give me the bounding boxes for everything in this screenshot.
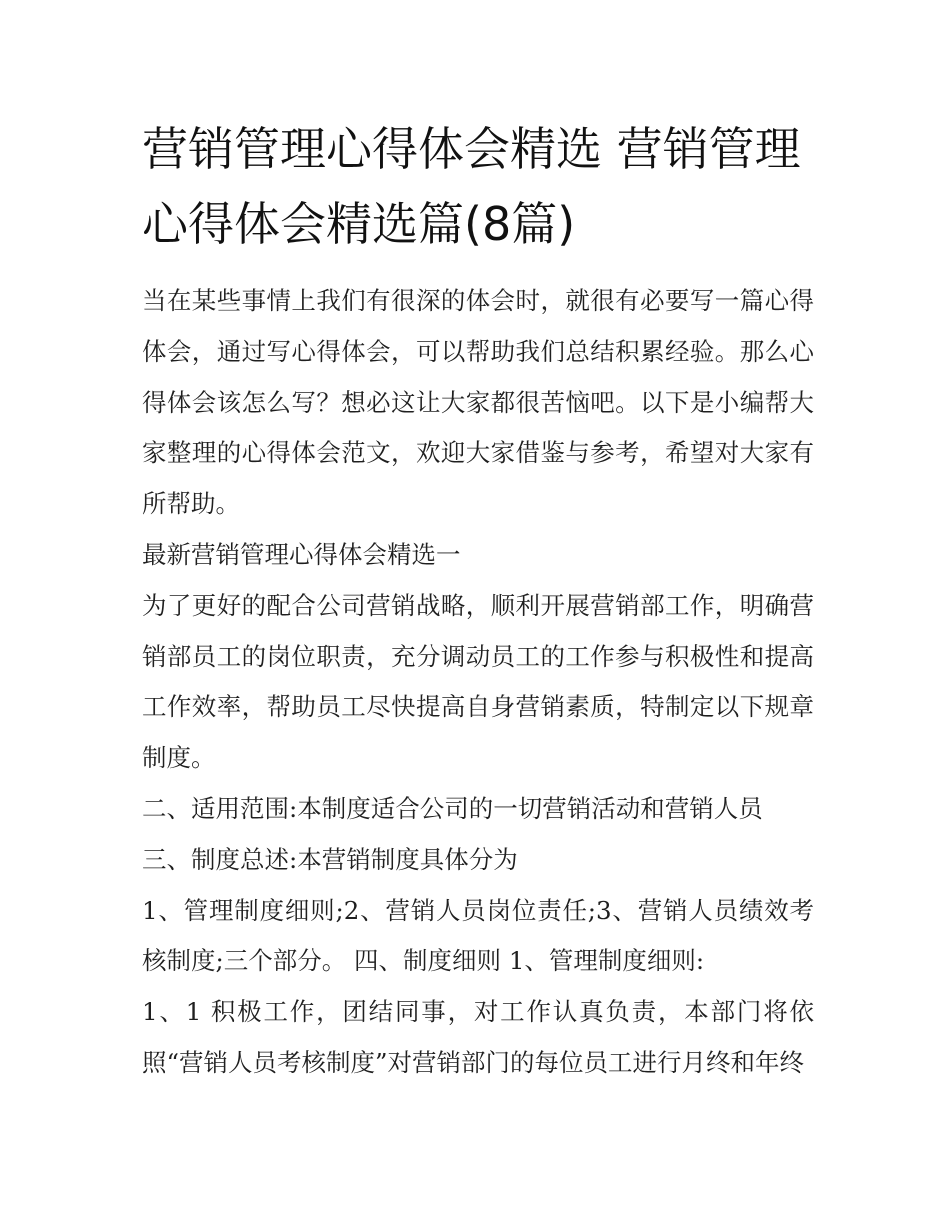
rule-paragraph: 1、1 积极工作，团结同事，对工作认真负责，本部门将依照“营销人员考核制度”对营销部门的每位员工进行月终和年终 [142,997,814,1077]
purpose-paragraph: 为了更好的配合公司营销战略，顺利开展营销部工作，明确营销部员工的岗位职责，充分调动员工的工作参与积极性和提高工作效率，帮助员工尽快提高自身营销素质，特制定以下规章制度。 [142,590,814,773]
section-heading: 最新营销管理心得体会精选一 [142,539,461,569]
intro-paragraph: 当在某些事情上我们有很深的体会时，就很有必要写一篇心得体会，通过写心得体会，可以帮助我们总结积累经验。那么心得体会该怎么写？想必这让大家都很苦恼吧。以下是小编帮大家整理的心得体会范文，欢迎大家借鉴与参考，希望对大家有所帮助。 [142,286,814,519]
parts-paragraph: 1、管理制度细则;2、营销人员岗位责任;3、营销人员绩效考核制度;三个部分。 四、制度细则 1、管理制度细则: [142,895,814,976]
document-title: 营销管理心得体会精选 营销管理心得体会精选篇(8篇) [142,122,801,251]
overview-paragraph: 三、制度总述:本营销制度具体分为 [142,844,518,874]
scope-paragraph: 二、适用范围:本制度适合公司的一切营销活动和营销人员 [142,793,763,823]
document-body [142,276,814,1089]
